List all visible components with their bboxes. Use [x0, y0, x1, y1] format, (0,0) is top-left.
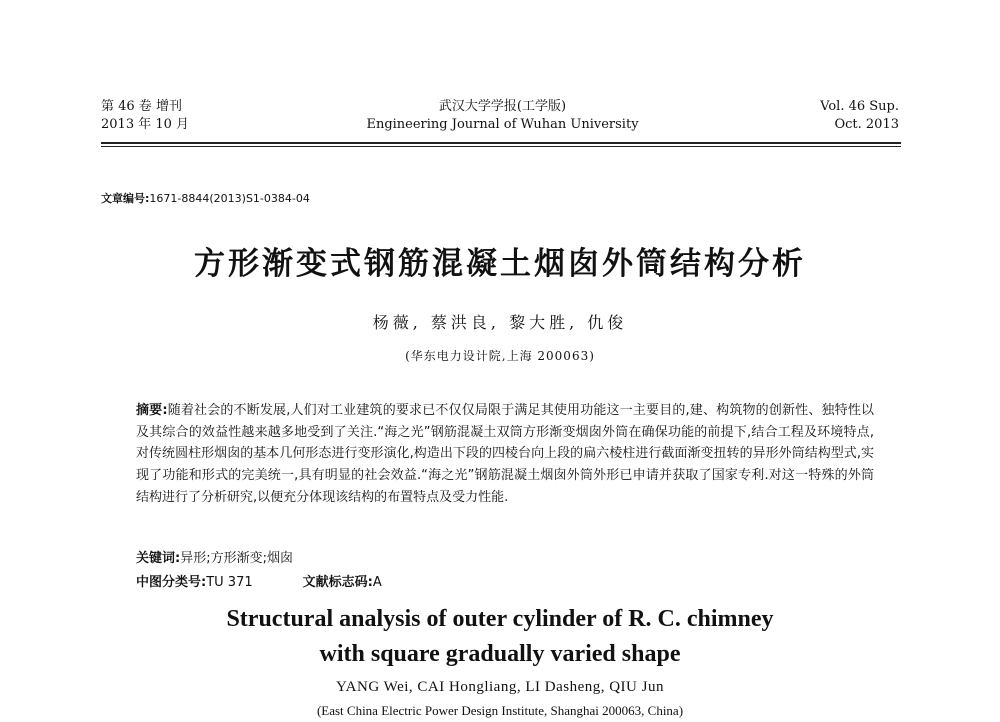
volume-issue: 第 46 卷 增刊 [101, 99, 182, 114]
keywords-label: 关键词: [136, 551, 181, 566]
classification [136, 571, 382, 590]
clc-label: 中图分类号: [136, 575, 207, 590]
publication-date: 2013 年 10 月 [101, 117, 190, 132]
doc-code-value: A [372, 575, 382, 590]
date-en: Oct. 2013 [834, 117, 899, 132]
affiliation-cn: (华东电力设计院,上海 200063) [405, 349, 595, 363]
abstract-label: 摘要: [136, 403, 168, 418]
article-number-value: 1671-8844(2013)S1-0384-04 [149, 192, 310, 205]
authors-cn: 杨薇, 蔡洪良, 黎大胜, 仇俊 [372, 313, 628, 332]
article-number-label: 文章编号: [101, 192, 150, 205]
doc-code-label: 文献标志码: [302, 575, 373, 590]
title-en-line1: Structural analysis of outer cylinder of R. C. chimney [226, 606, 774, 632]
journal-name-en: Engineering Journal of Wuhan University [366, 117, 639, 132]
header-divider-thin [101, 146, 901, 147]
header-right [820, 98, 899, 134]
article-number [101, 190, 310, 206]
clc-value: TU 371 [206, 575, 253, 590]
title-en-line2: with square gradually varied shape [319, 641, 681, 667]
abstract-text: 随着社会的不断发展,人们对工业建筑的要求已不仅仅局限于满足其使用功能这一主要目的,建、构筑物的创新性、独特性以及其综合的效益性越来越多地受到了关注.“海之光”钢筋混凝土双筒方形渐变烟囱外筒在确保功能的前提下,结合工程及环境特点,对传统圆柱形烟囱的基本几何形态进行变形演化,构造出下段的四棱台向上段的扁六棱柱进行截面渐变扭转的异形外筒结构型式,实现了功能和形式的完美统一,具有明显的社会效益.“海之光”钢筋混凝土烟囱外筒外形已申请并获取了国家专利.对这一特殊的外筒结构进行了分析研究,以便充分体现该结构的布置特点及受力性能. [136, 403, 875, 505]
affiliation-en: (East China Electric Power Design Institute, Shanghai 200063, China) [316, 703, 684, 718]
title-cn: 方形渐变式钢筋混凝土烟囱外筒结构分析 [194, 246, 806, 282]
abstract [136, 400, 874, 509]
keywords [136, 547, 293, 566]
journal-name-cn: 武汉大学学报(工学版) [438, 99, 567, 114]
keywords-value: 异形;方形渐变;烟囱 [180, 551, 293, 566]
authors-en: YANG Wei, CAI Hongliang, LI Dasheng, QIU Jun [336, 679, 664, 695]
volume-en: Vol. 46 Sup. [820, 99, 899, 114]
header-left [101, 98, 189, 134]
header-divider-thick [101, 142, 901, 144]
header-center [300, 98, 705, 134]
